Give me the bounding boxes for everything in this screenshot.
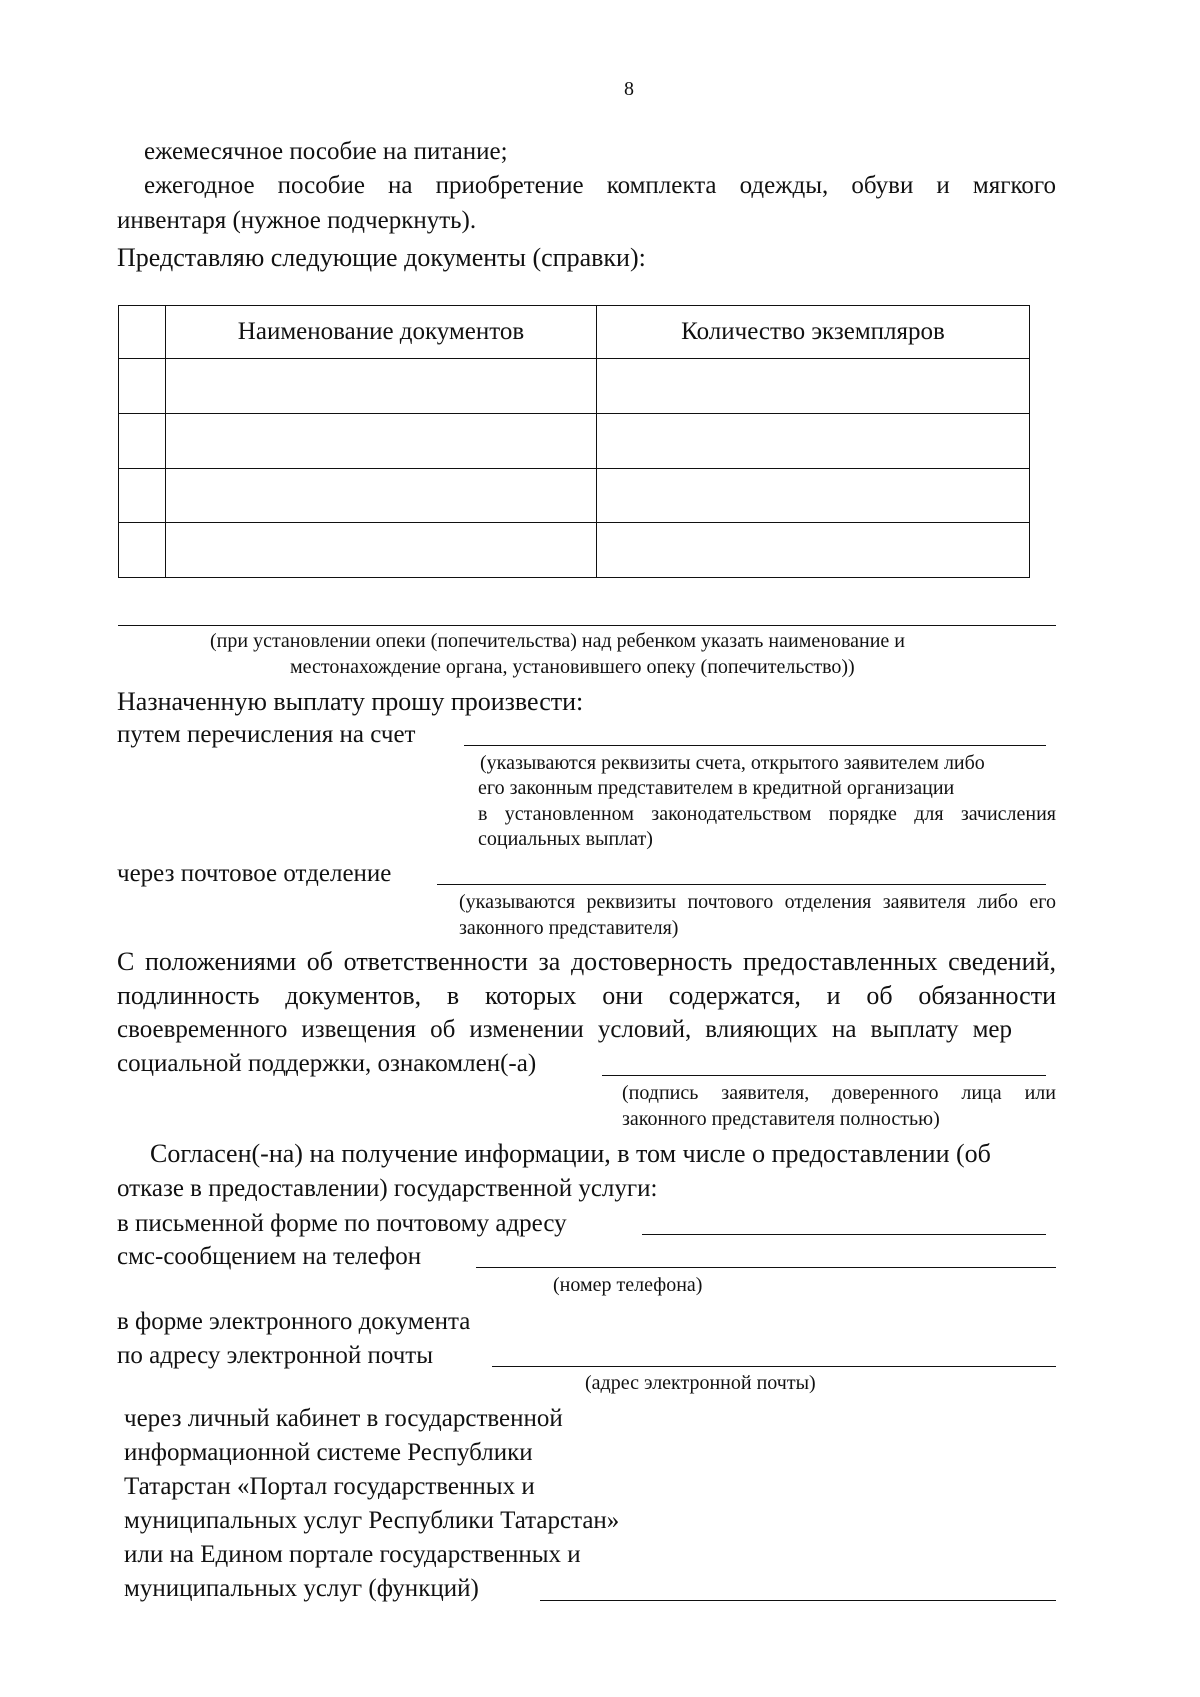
portal-line-2: информационной системе Республики	[124, 1439, 533, 1466]
sms-caption: (номер телефона)	[553, 1274, 703, 1296]
account-label: путем перечисления на счет	[117, 721, 416, 748]
signature-caption-1: (подпись заявителя, доверенного лица или	[622, 1082, 1056, 1104]
portal-line-3: Татарстан «Портал государственных и	[124, 1473, 535, 1500]
portal-line-1: через личный кабинет в государственной	[124, 1405, 563, 1432]
guardianship-caption-1: (при установлении опеки (попечительства) над ребенком указать наименование и	[210, 630, 905, 652]
sms-field-line[interactable]	[476, 1267, 1056, 1268]
guardianship-caption-2: местонахождение органа, установившего опеку (попечительство))	[290, 656, 855, 678]
postal-field-line[interactable]	[642, 1234, 1046, 1235]
table-cell-quantity[interactable]	[597, 523, 1030, 578]
account-caption-1: (указываются реквизиты счета, открытого заявителем либо	[480, 752, 985, 774]
table-cell-quantity[interactable]	[597, 468, 1030, 523]
intro-line-3: инвентаря (нужное подчеркнуть).	[117, 207, 477, 234]
intro-line-1: ежемесячное пособие на питание;	[144, 138, 508, 165]
post-caption-1: (указываются реквизиты почтового отделения заявителя либо его	[459, 891, 1056, 913]
table-row	[119, 413, 1030, 468]
table-row	[119, 468, 1030, 523]
consent-line-1: Согласен(-на) на получение информации, в том числе о предоставлении (об	[150, 1139, 991, 1168]
responsibility-line-3: своевременного извещения об изменении условий, влияющих на выплату мер	[117, 1016, 1012, 1043]
responsibility-line-4: социальной поддержки, ознакомлен(-а)	[117, 1050, 537, 1077]
intro-line-2: ежегодное пособие на приобретение комплекта одежды, обуви и мягкого	[144, 172, 1056, 199]
email-field-line[interactable]	[492, 1366, 1056, 1367]
payment-title: Назначенную выплату прошу произвести:	[117, 687, 584, 716]
table-cell-number[interactable]	[119, 523, 166, 578]
table-cell-quantity[interactable]	[597, 413, 1030, 468]
portal-field-line[interactable]	[540, 1600, 1056, 1601]
guardianship-field-line[interactable]	[118, 625, 1056, 626]
account-field-line[interactable]	[464, 745, 1046, 746]
post-label: через почтовое отделение	[117, 860, 392, 887]
page-number: 8	[624, 78, 634, 100]
signature-field-line[interactable]	[602, 1075, 1046, 1076]
email-caption: (адрес электронной почты)	[585, 1372, 816, 1394]
signature-caption-2: законного представителя полностью)	[622, 1108, 940, 1130]
table-header-quantity: Количество экземпляров	[597, 306, 1030, 359]
table-cell-number[interactable]	[119, 468, 166, 523]
table-cell-number[interactable]	[119, 413, 166, 468]
portal-line-4: муниципальных услуг Республики Татарстан»	[124, 1507, 620, 1534]
sms-label: смс-сообщением на телефон	[117, 1243, 422, 1270]
table-row	[119, 523, 1030, 578]
table-header-row	[119, 306, 1030, 359]
table-cell-number[interactable]	[119, 359, 166, 414]
account-caption-4: социальных выплат)	[478, 828, 653, 850]
table-header-number	[119, 306, 166, 359]
responsibility-line-2: подлинность документов, в которых они содержатся, и об обязанности	[117, 981, 1056, 1010]
intro-line-4: Представляю следующие документы (справки):	[117, 243, 646, 272]
portal-line-6: муниципальных услуг (функций)	[124, 1575, 479, 1602]
table-cell-name[interactable]	[166, 468, 597, 523]
table-cell-name[interactable]	[166, 359, 597, 414]
table-row	[119, 359, 1030, 414]
portal-line-5: или на Едином портале государственных и	[124, 1541, 581, 1568]
post-field-line[interactable]	[437, 884, 1046, 885]
table-cell-quantity[interactable]	[597, 359, 1030, 414]
email-line-2: по адресу электронной почты	[117, 1342, 433, 1369]
post-caption-2: законного представителя)	[459, 917, 679, 939]
documents-table	[118, 305, 1030, 578]
table-cell-name[interactable]	[166, 413, 597, 468]
account-caption-3: в установленном законодательством порядке для зачисления	[478, 803, 1056, 825]
postal-label: в письменной форме по почтовому адресу	[117, 1210, 567, 1237]
consent-line-2: отказе в предоставлении) государственной услуги:	[117, 1175, 658, 1202]
responsibility-line-1: С положениями об ответственности за достоверность предоставленных сведений,	[117, 947, 1056, 976]
email-line-1: в форме электронного документа	[117, 1308, 471, 1335]
table-header-name: Наименование документов	[166, 306, 597, 359]
table-cell-name[interactable]	[166, 523, 597, 578]
account-caption-2: его законным представителем в кредитной организации	[478, 777, 955, 799]
